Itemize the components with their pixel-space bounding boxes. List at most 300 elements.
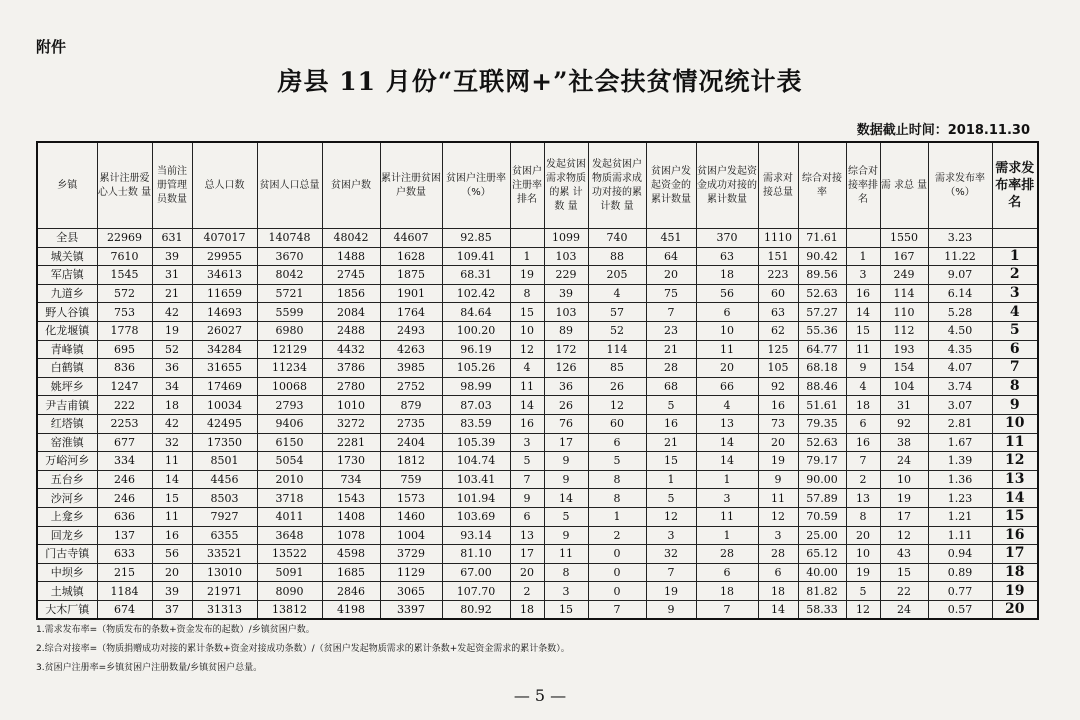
table-cell: 17469 xyxy=(192,377,257,396)
table-cell: 20 xyxy=(646,266,696,285)
table-cell: 20 xyxy=(758,433,798,452)
town-name-cell: 军店镇 xyxy=(37,266,97,285)
table-cell: 92 xyxy=(758,377,798,396)
table-row xyxy=(37,284,1038,303)
table-cell: 2404 xyxy=(380,433,442,452)
table-cell: 105 xyxy=(758,359,798,378)
table-cell: 13 xyxy=(992,470,1038,489)
table-cell: 13010 xyxy=(192,563,257,582)
table-cell: 1.67 xyxy=(928,433,992,452)
table-row xyxy=(37,266,1038,285)
table-cell: 0 xyxy=(588,545,646,564)
table-cell: 1488 xyxy=(322,247,380,266)
table-cell: 2281 xyxy=(322,433,380,452)
table-cell: 2.81 xyxy=(928,414,992,433)
table-cell: 2084 xyxy=(322,303,380,322)
table-row xyxy=(37,359,1038,378)
table-cell: 20 xyxy=(696,359,758,378)
table-cell: 17350 xyxy=(192,433,257,452)
table-cell: 14693 xyxy=(192,303,257,322)
column-header: 需 求总 量 xyxy=(880,142,928,229)
table-cell: 10068 xyxy=(257,377,322,396)
table-cell: 36 xyxy=(152,359,192,378)
table-cell: 20 xyxy=(152,563,192,582)
table-cell: 2735 xyxy=(380,414,442,433)
table-cell: 6.14 xyxy=(928,284,992,303)
table-cell: 15 xyxy=(880,563,928,582)
table-cell: 11 xyxy=(152,507,192,526)
table-cell: 3065 xyxy=(380,582,442,601)
table-cell: 73 xyxy=(758,414,798,433)
table-cell: 96.19 xyxy=(442,340,510,359)
table-cell: 16 xyxy=(510,414,544,433)
table-cell: 3729 xyxy=(380,545,442,564)
table-row xyxy=(37,433,1038,452)
table-cell: 677 xyxy=(97,433,152,452)
table-cell: 3.23 xyxy=(928,229,992,248)
table-cell: 105.26 xyxy=(442,359,510,378)
table-cell: 740 xyxy=(588,229,646,248)
table-cell: 19 xyxy=(880,489,928,508)
table-cell: 93.14 xyxy=(442,526,510,545)
table-cell: 1901 xyxy=(380,284,442,303)
table-cell: 19 xyxy=(758,452,798,471)
table-cell: 3 xyxy=(696,489,758,508)
table-cell: 633 xyxy=(97,545,152,564)
table-cell: 674 xyxy=(97,600,152,619)
table-cell: 5054 xyxy=(257,452,322,471)
table-cell: 8 xyxy=(588,470,646,489)
table-cell: 7927 xyxy=(192,507,257,526)
table-cell: 22 xyxy=(880,582,928,601)
table-cell: 28 xyxy=(696,545,758,564)
table-cell: 5 xyxy=(588,452,646,471)
table-cell: 4198 xyxy=(322,600,380,619)
table-cell: 3 xyxy=(758,526,798,545)
column-header: 累计注册贫困户数量 xyxy=(380,142,442,229)
table-cell: 4 xyxy=(992,303,1038,322)
table-cell: 1 xyxy=(588,507,646,526)
table-cell: 42 xyxy=(152,414,192,433)
table-cell: 11.22 xyxy=(928,247,992,266)
table-cell: 9 xyxy=(544,470,588,489)
table-cell: 52 xyxy=(152,340,192,359)
table-cell: 57.89 xyxy=(798,489,846,508)
table-cell: 34613 xyxy=(192,266,257,285)
table-cell: 8 xyxy=(544,563,588,582)
table-cell: 8042 xyxy=(257,266,322,285)
table-cell: 18 xyxy=(152,396,192,415)
table-cell: 18 xyxy=(992,563,1038,582)
table-cell: 34284 xyxy=(192,340,257,359)
table-cell: 5.28 xyxy=(928,303,992,322)
table-cell: 0.94 xyxy=(928,545,992,564)
table-cell: 1764 xyxy=(380,303,442,322)
table-cell: 101.94 xyxy=(442,489,510,508)
table-cell xyxy=(992,229,1038,248)
table-cell: 167 xyxy=(880,247,928,266)
page-number: — 5 — xyxy=(513,686,567,705)
table-cell: 64 xyxy=(646,247,696,266)
table-cell: 17 xyxy=(510,545,544,564)
table-cell: 3 xyxy=(846,266,880,285)
table-cell: 85 xyxy=(588,359,646,378)
table-cell: 1.21 xyxy=(928,507,992,526)
table-cell: 56 xyxy=(152,545,192,564)
town-name-cell: 九道乡 xyxy=(37,284,97,303)
town-name-cell: 土城镇 xyxy=(37,582,97,601)
table-cell: 76 xyxy=(544,414,588,433)
table-cell: 13522 xyxy=(257,545,322,564)
table-cell: 4.50 xyxy=(928,321,992,340)
table-cell: 14 xyxy=(510,396,544,415)
table-cell: 31313 xyxy=(192,600,257,619)
table-cell: 21 xyxy=(646,433,696,452)
table-cell: 9.07 xyxy=(928,266,992,285)
table-cell: 1129 xyxy=(380,563,442,582)
table-cell: 9 xyxy=(992,396,1038,415)
table-cell: 10 xyxy=(510,321,544,340)
table-cell: 75 xyxy=(646,284,696,303)
table-cell: 7 xyxy=(646,303,696,322)
table-cell: 18 xyxy=(696,266,758,285)
table-cell: 3985 xyxy=(380,359,442,378)
table-cell: 60 xyxy=(758,284,798,303)
table-cell: 12 xyxy=(758,507,798,526)
table-cell: 4 xyxy=(846,377,880,396)
table-cell: 103 xyxy=(544,247,588,266)
table-cell: 83.59 xyxy=(442,414,510,433)
table-cell: 2752 xyxy=(380,377,442,396)
table-cell: 68.31 xyxy=(442,266,510,285)
table-cell: 1545 xyxy=(97,266,152,285)
table-cell: 12129 xyxy=(257,340,322,359)
town-name-cell: 青峰镇 xyxy=(37,340,97,359)
table-cell: 734 xyxy=(322,470,380,489)
table-cell: 631 xyxy=(152,229,192,248)
table-cell: 19 xyxy=(510,266,544,285)
table-cell: 37 xyxy=(152,600,192,619)
table-cell: 28 xyxy=(758,545,798,564)
table-cell: 1.39 xyxy=(928,452,992,471)
table-cell: 68.18 xyxy=(798,359,846,378)
table-cell: 19 xyxy=(992,582,1038,601)
table-cell: 33521 xyxy=(192,545,257,564)
town-name-cell: 白鹤镇 xyxy=(37,359,97,378)
column-header: 贫困户注册率排名 xyxy=(510,142,544,229)
table-cell: 11 xyxy=(696,340,758,359)
table-cell: 1078 xyxy=(322,526,380,545)
table-cell: 1550 xyxy=(880,229,928,248)
footnote: 3.贫困户注册率=乡镇贫困户注册数量/乡镇贫困户总量。 xyxy=(36,663,263,673)
town-name-cell: 沙河乡 xyxy=(37,489,97,508)
table-cell: 17 xyxy=(992,545,1038,564)
table-cell: 0.57 xyxy=(928,600,992,619)
table-cell: 3 xyxy=(544,582,588,601)
town-name-cell: 回龙乡 xyxy=(37,526,97,545)
table-cell: 1778 xyxy=(97,321,152,340)
table-cell: 205 xyxy=(588,266,646,285)
table-cell: 42 xyxy=(152,303,192,322)
table-cell: 10 xyxy=(696,321,758,340)
table-cell: 140748 xyxy=(257,229,322,248)
table-cell: 16 xyxy=(846,433,880,452)
table-cell: 11659 xyxy=(192,284,257,303)
table-row xyxy=(37,340,1038,359)
table-cell: 1628 xyxy=(380,247,442,266)
table-cell: 2010 xyxy=(257,470,322,489)
table-cell: 81.82 xyxy=(798,582,846,601)
table-cell: 246 xyxy=(97,489,152,508)
table-cell: 52.63 xyxy=(798,284,846,303)
table-cell: 57.27 xyxy=(798,303,846,322)
table-cell: 1875 xyxy=(380,266,442,285)
table-cell: 89 xyxy=(544,321,588,340)
table-cell: 16 xyxy=(646,414,696,433)
table-row xyxy=(37,452,1038,471)
column-header: 乡镇 xyxy=(37,142,97,229)
table-cell: 879 xyxy=(380,396,442,415)
table-cell: 109.41 xyxy=(442,247,510,266)
cutoff-date: 数据截止时间：2018.11.30 xyxy=(856,123,1030,138)
table-cell: 1004 xyxy=(380,526,442,545)
column-header: 综合对接 率 xyxy=(798,142,846,229)
table-cell: 112 xyxy=(880,321,928,340)
table-cell: 10 xyxy=(992,414,1038,433)
table-cell: 12 xyxy=(846,600,880,619)
table-cell: 229 xyxy=(544,266,588,285)
town-name-cell: 红塔镇 xyxy=(37,414,97,433)
table-cell: 4598 xyxy=(322,545,380,564)
table-cell: 1010 xyxy=(322,396,380,415)
table-cell: 1812 xyxy=(380,452,442,471)
table-cell: 32 xyxy=(646,545,696,564)
table-cell: 24 xyxy=(880,452,928,471)
table-cell: 3 xyxy=(510,433,544,452)
table-cell: 70.59 xyxy=(798,507,846,526)
table-cell: 12 xyxy=(992,452,1038,471)
table-cell: 84.64 xyxy=(442,303,510,322)
table-cell: 753 xyxy=(97,303,152,322)
table-cell: 11 xyxy=(758,489,798,508)
town-name-cell: 野人谷镇 xyxy=(37,303,97,322)
table-cell: 67.00 xyxy=(442,563,510,582)
table-cell: 1 xyxy=(846,247,880,266)
table-cell: 6150 xyxy=(257,433,322,452)
table-cell: 8503 xyxy=(192,489,257,508)
table-cell: 66 xyxy=(696,377,758,396)
table-cell: 7 xyxy=(646,563,696,582)
table-cell: 1 xyxy=(646,470,696,489)
table-cell: 14 xyxy=(544,489,588,508)
table-cell: 4263 xyxy=(380,340,442,359)
table-cell: 6 xyxy=(696,563,758,582)
table-cell: 3.07 xyxy=(928,396,992,415)
table-cell: 17 xyxy=(880,507,928,526)
table-cell: 34 xyxy=(152,377,192,396)
table-cell: 3648 xyxy=(257,526,322,545)
column-header: 发起贫困户物质需求成功对接的累计数 量 xyxy=(588,142,646,229)
table-cell: 0 xyxy=(588,563,646,582)
table-cell: 1460 xyxy=(380,507,442,526)
table-cell: 14 xyxy=(758,600,798,619)
table-cell: 16 xyxy=(992,526,1038,545)
table-cell: 1685 xyxy=(322,563,380,582)
column-header: 贫困户发起资金的累计数量 xyxy=(646,142,696,229)
table-cell: 7 xyxy=(510,470,544,489)
table-cell: 38 xyxy=(880,433,928,452)
column-header: 发起贫困需求物质的累 计 数 量 xyxy=(544,142,588,229)
table-cell: 52 xyxy=(588,321,646,340)
table-row xyxy=(37,377,1038,396)
table-cell: 31 xyxy=(880,396,928,415)
table-cell: 5 xyxy=(646,396,696,415)
footnote: 2.综合对接率=（物质捐赠成功对接的累计条数+资金对接成功条数）/（贫困户发起物质需求的累计条数+发起资金需求的累计条数）。 xyxy=(36,644,570,654)
table-cell: 26 xyxy=(544,396,588,415)
table-cell: 11 xyxy=(696,507,758,526)
table-cell: 79.17 xyxy=(798,452,846,471)
table-cell: 1099 xyxy=(544,229,588,248)
table-cell: 90.42 xyxy=(798,247,846,266)
table-cell: 13812 xyxy=(257,600,322,619)
table-cell: 39 xyxy=(152,582,192,601)
table-cell: 137 xyxy=(97,526,152,545)
table-cell: 2793 xyxy=(257,396,322,415)
column-header: 需求发布率排名 xyxy=(992,142,1038,229)
table-cell: 1.36 xyxy=(928,470,992,489)
table-cell: 2846 xyxy=(322,582,380,601)
town-name-cell: 上龛乡 xyxy=(37,507,97,526)
table-cell: 1 xyxy=(992,247,1038,266)
poverty-statistics-table xyxy=(36,141,1039,620)
table-cell: 7 xyxy=(846,452,880,471)
table-cell: 14 xyxy=(696,433,758,452)
table-cell: 3397 xyxy=(380,600,442,619)
town-name-cell: 化龙堰镇 xyxy=(37,321,97,340)
table-cell: 154 xyxy=(880,359,928,378)
table-cell: 9 xyxy=(758,470,798,489)
column-header: 综合对接率排名 xyxy=(846,142,880,229)
table-cell: 28 xyxy=(646,359,696,378)
table-cell: 1 xyxy=(696,470,758,489)
table-cell: 9 xyxy=(646,600,696,619)
table-cell: 19 xyxy=(646,582,696,601)
table-cell: 13 xyxy=(510,526,544,545)
table-cell: 57 xyxy=(588,303,646,322)
table-cell: 19 xyxy=(846,563,880,582)
table-cell: 3670 xyxy=(257,247,322,266)
table-cell: 4 xyxy=(510,359,544,378)
table-cell: 25.00 xyxy=(798,526,846,545)
table-cell: 12 xyxy=(880,526,928,545)
table-cell: 26027 xyxy=(192,321,257,340)
table-cell: 193 xyxy=(880,340,928,359)
column-header: 需求发布率（%） xyxy=(928,142,992,229)
table-cell: 370 xyxy=(696,229,758,248)
table-cell: 13 xyxy=(696,414,758,433)
table-cell: 55.36 xyxy=(798,321,846,340)
table-cell: 10 xyxy=(846,545,880,564)
town-name-cell: 尹吉甫镇 xyxy=(37,396,97,415)
table-cell: 89.56 xyxy=(798,266,846,285)
table-cell: 172 xyxy=(544,340,588,359)
table-cell: 14 xyxy=(696,452,758,471)
table-row-total xyxy=(37,229,1038,248)
table-cell: 10034 xyxy=(192,396,257,415)
column-header: 贫困户注册率（%） xyxy=(442,142,510,229)
table-cell: 125 xyxy=(758,340,798,359)
table-cell: 64.77 xyxy=(798,340,846,359)
table-cell: 43 xyxy=(880,545,928,564)
table-cell: 334 xyxy=(97,452,152,471)
table-cell: 5 xyxy=(992,321,1038,340)
table-cell: 1573 xyxy=(380,489,442,508)
table-cell: 9 xyxy=(544,526,588,545)
table-cell: 104 xyxy=(880,377,928,396)
table-row xyxy=(37,414,1038,433)
table-cell: 249 xyxy=(880,266,928,285)
table-row xyxy=(37,470,1038,489)
table-cell: 223 xyxy=(758,266,798,285)
table-cell: 4 xyxy=(588,284,646,303)
table-body xyxy=(37,229,1038,620)
table-cell: 15 xyxy=(992,507,1038,526)
table-cell: 8090 xyxy=(257,582,322,601)
table-cell: 92 xyxy=(880,414,928,433)
table-cell: 2 xyxy=(846,470,880,489)
table-row xyxy=(37,582,1038,601)
table-cell: 52.63 xyxy=(798,433,846,452)
table-cell: 836 xyxy=(97,359,152,378)
table-cell: 114 xyxy=(588,340,646,359)
table-cell: 1110 xyxy=(758,229,798,248)
table-cell: 21971 xyxy=(192,582,257,601)
table-cell: 215 xyxy=(97,563,152,582)
attachment-label: 附件 xyxy=(36,38,67,56)
table-cell: 51.61 xyxy=(798,396,846,415)
table-cell: 222 xyxy=(97,396,152,415)
table-cell: 16 xyxy=(152,526,192,545)
table-cell: 11234 xyxy=(257,359,322,378)
table-cell: 36 xyxy=(544,377,588,396)
table-cell: 26 xyxy=(588,377,646,396)
table-cell: 3 xyxy=(646,526,696,545)
table-cell: 63 xyxy=(758,303,798,322)
table-cell: 68 xyxy=(646,377,696,396)
table-cell: 6355 xyxy=(192,526,257,545)
table-cell: 5091 xyxy=(257,563,322,582)
table-cell: 2493 xyxy=(380,321,442,340)
town-name-cell: 姚坪乡 xyxy=(37,377,97,396)
table-cell: 98.99 xyxy=(442,377,510,396)
table-cell: 103 xyxy=(544,303,588,322)
table-row xyxy=(37,563,1038,582)
table-cell: 110 xyxy=(880,303,928,322)
table-cell: 5 xyxy=(544,507,588,526)
table-cell: 10 xyxy=(880,470,928,489)
table-cell: 2488 xyxy=(322,321,380,340)
table-cell: 1.11 xyxy=(928,526,992,545)
table-cell: 20 xyxy=(992,600,1038,619)
table-cell: 4456 xyxy=(192,470,257,489)
table-cell: 1 xyxy=(696,526,758,545)
table-cell: 81.10 xyxy=(442,545,510,564)
table-cell: 3272 xyxy=(322,414,380,433)
table-cell: 151 xyxy=(758,247,798,266)
table-cell: 18 xyxy=(846,396,880,415)
table-cell: 8 xyxy=(510,284,544,303)
column-header: 贫困户发起资金成功对接的累计数量 xyxy=(696,142,758,229)
